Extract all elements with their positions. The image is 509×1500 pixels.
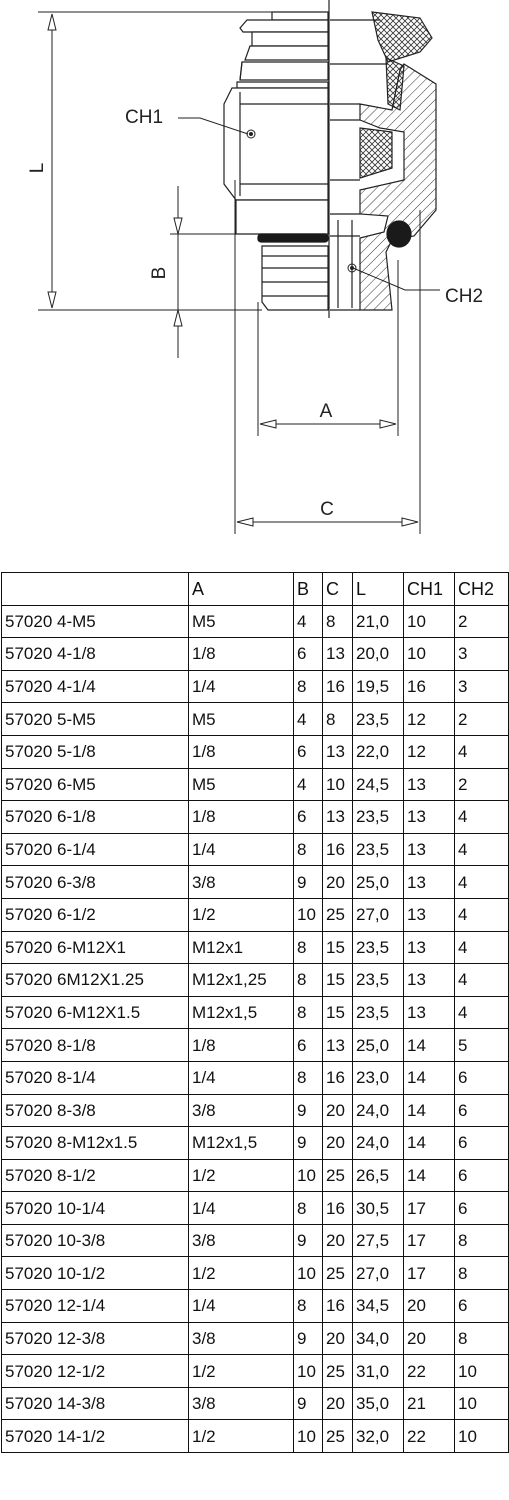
label-a: A	[319, 401, 333, 422]
table-row	[2, 768, 509, 801]
part-number-cell: 57020 12-1/2	[2, 1355, 189, 1388]
table-header-ch1: CH1	[404, 573, 455, 606]
part-number-cell: 57020 6-1/8	[2, 801, 189, 834]
ch2-cell: 6	[455, 1127, 509, 1160]
table-row	[2, 931, 509, 964]
ch2-cell: 2	[455, 768, 509, 801]
table-row	[2, 735, 509, 768]
l-cell: 23,5	[353, 833, 404, 866]
a-cell: 1/8	[189, 801, 294, 834]
ch1-cell: 13	[404, 833, 455, 866]
b-cell: 8	[294, 670, 323, 703]
table-row	[2, 1387, 509, 1420]
l-cell: 23,5	[353, 931, 404, 964]
b-cell: 10	[294, 1159, 323, 1192]
part-number-cell: 57020 8-1/8	[2, 1029, 189, 1062]
part-number-cell: 57020 6-3/8	[2, 866, 189, 899]
table-header-ch2: CH2	[455, 573, 509, 606]
c-cell: 25	[323, 1355, 353, 1388]
ch1-cell: 17	[404, 1192, 455, 1225]
b-cell: 8	[294, 964, 323, 997]
c-cell: 20	[323, 866, 353, 899]
b-cell: 4	[294, 703, 323, 736]
part-number-cell: 57020 14-3/8	[2, 1387, 189, 1420]
fitting-technical-drawing	[0, 0, 509, 555]
c-cell: 20	[323, 1387, 353, 1420]
table-row	[2, 1355, 509, 1388]
table-row	[2, 1322, 509, 1355]
part-number-cell: 57020 6-1/2	[2, 898, 189, 931]
ch1-cell: 13	[404, 866, 455, 899]
ch1-cell: 17	[404, 1257, 455, 1290]
table-row	[2, 605, 509, 638]
ch2-cell: 3	[455, 638, 509, 671]
b-cell: 9	[294, 1387, 323, 1420]
c-cell: 25	[323, 898, 353, 931]
table-header-c: C	[323, 573, 353, 606]
a-cell: 1/4	[189, 1061, 294, 1094]
table-row	[2, 638, 509, 671]
a-cell: 3/8	[189, 866, 294, 899]
part-number-cell: 57020 5-1/8	[2, 735, 189, 768]
ch2-cell: 8	[455, 1257, 509, 1290]
ch1-cell: 14	[404, 1029, 455, 1062]
label-c: C	[320, 499, 334, 520]
ch2-cell: 2	[455, 605, 509, 638]
ch1-cell: 22	[404, 1420, 455, 1453]
c-cell: 16	[323, 833, 353, 866]
l-cell: 25,0	[353, 1029, 404, 1062]
ch2-cell: 6	[455, 1192, 509, 1225]
a-cell: M5	[189, 768, 294, 801]
ch1-cell: 13	[404, 931, 455, 964]
table-row	[2, 996, 509, 1029]
ch2-cell: 6	[455, 1094, 509, 1127]
ch1-cell: 13	[404, 898, 455, 931]
c-cell: 25	[323, 1420, 353, 1453]
table-row	[2, 1420, 509, 1453]
ch2-cell: 4	[455, 866, 509, 899]
a-cell: 1/8	[189, 1029, 294, 1062]
ch2-cell: 6	[455, 1290, 509, 1323]
ch2-cell: 5	[455, 1029, 509, 1062]
l-cell: 24,5	[353, 768, 404, 801]
table-row	[2, 1290, 509, 1323]
part-number-cell: 57020 5-M5	[2, 703, 189, 736]
table-row	[2, 801, 509, 834]
part-number-cell: 57020 8-M12x1.5	[2, 1127, 189, 1160]
a-cell: 1/4	[189, 833, 294, 866]
table-row	[2, 1257, 509, 1290]
a-cell: 1/2	[189, 1420, 294, 1453]
part-number-cell: 57020 10-1/2	[2, 1257, 189, 1290]
a-cell: M12x1,5	[189, 1127, 294, 1160]
a-cell: 1/4	[189, 1290, 294, 1323]
ch2-cell: 6	[455, 1159, 509, 1192]
ch1-cell: 13	[404, 964, 455, 997]
l-cell: 34,5	[353, 1290, 404, 1323]
table-row	[2, 1192, 509, 1225]
part-number-cell: 57020 4-M5	[2, 605, 189, 638]
c-cell: 20	[323, 1322, 353, 1355]
ch1-cell: 10	[404, 605, 455, 638]
b-cell: 9	[294, 866, 323, 899]
table-row	[2, 964, 509, 997]
l-cell: 30,5	[353, 1192, 404, 1225]
fitting-outer-view	[224, 12, 328, 310]
b-cell: 8	[294, 1290, 323, 1323]
table-header-l: L	[353, 573, 404, 606]
c-cell: 15	[323, 931, 353, 964]
ch2-cell: 2	[455, 703, 509, 736]
part-number-cell: 57020 6-M12X1.5	[2, 996, 189, 1029]
table-row	[2, 1127, 509, 1160]
b-cell: 10	[294, 1355, 323, 1388]
dimension-table	[1, 572, 509, 1453]
ch1-cell: 14	[404, 1094, 455, 1127]
l-cell: 23,5	[353, 703, 404, 736]
table-header-row	[2, 573, 509, 606]
l-cell: 20,0	[353, 638, 404, 671]
ch2-cell: 4	[455, 996, 509, 1029]
ch1-cell: 22	[404, 1355, 455, 1388]
c-cell: 20	[323, 1094, 353, 1127]
ch2-cell: 4	[455, 964, 509, 997]
c-cell: 16	[323, 1290, 353, 1323]
table-row	[2, 1224, 509, 1257]
c-cell: 15	[323, 996, 353, 1029]
l-cell: 25,0	[353, 866, 404, 899]
ch2-cell: 8	[455, 1224, 509, 1257]
l-cell: 31,0	[353, 1355, 404, 1388]
b-cell: 9	[294, 1224, 323, 1257]
c-cell: 8	[323, 703, 353, 736]
l-cell: 23,5	[353, 964, 404, 997]
a-cell: M5	[189, 703, 294, 736]
table-header-b: B	[294, 573, 323, 606]
c-cell: 13	[323, 1029, 353, 1062]
ch1-cell: 14	[404, 1127, 455, 1160]
c-cell: 10	[323, 768, 353, 801]
part-number-cell: 57020 10-3/8	[2, 1224, 189, 1257]
ch1-cell: 12	[404, 703, 455, 736]
part-number-cell: 57020 4-1/4	[2, 670, 189, 703]
b-cell: 6	[294, 801, 323, 834]
ch1-cell: 14	[404, 1159, 455, 1192]
a-cell: 3/8	[189, 1387, 294, 1420]
table-row	[2, 1159, 509, 1192]
c-cell: 25	[323, 1159, 353, 1192]
b-cell: 8	[294, 996, 323, 1029]
ch1-cell: 13	[404, 768, 455, 801]
table-row	[2, 833, 509, 866]
c-cell: 16	[323, 670, 353, 703]
table-row	[2, 898, 509, 931]
part-number-cell: 57020 10-1/4	[2, 1192, 189, 1225]
b-cell: 9	[294, 1127, 323, 1160]
a-cell: 1/8	[189, 638, 294, 671]
l-cell: 23,5	[353, 801, 404, 834]
b-cell: 9	[294, 1322, 323, 1355]
b-cell: 8	[294, 833, 323, 866]
ch1-cell: 20	[404, 1322, 455, 1355]
b-cell: 6	[294, 1029, 323, 1062]
c-cell: 13	[323, 638, 353, 671]
l-cell: 35,0	[353, 1387, 404, 1420]
ch1-cell: 13	[404, 801, 455, 834]
ch2-cell: 3	[455, 670, 509, 703]
l-cell: 27,0	[353, 1257, 404, 1290]
l-cell: 27,0	[353, 898, 404, 931]
l-cell: 34,0	[353, 1322, 404, 1355]
a-cell: 1/4	[189, 670, 294, 703]
c-cell: 25	[323, 1257, 353, 1290]
a-cell: 1/8	[189, 735, 294, 768]
l-cell: 19,5	[353, 670, 404, 703]
c-cell: 20	[323, 1224, 353, 1257]
label-l: L	[27, 162, 48, 174]
l-cell: 32,0	[353, 1420, 404, 1453]
l-cell: 26,5	[353, 1159, 404, 1192]
ch2-cell: 4	[455, 735, 509, 768]
a-cell: 1/2	[189, 1159, 294, 1192]
l-cell: 24,0	[353, 1094, 404, 1127]
part-number-cell: 57020 6-1/4	[2, 833, 189, 866]
ch1-cell: 12	[404, 735, 455, 768]
part-number-cell: 57020 4-1/8	[2, 638, 189, 671]
l-cell: 23,0	[353, 1061, 404, 1094]
part-number-cell: 57020 14-1/2	[2, 1420, 189, 1453]
ch2-cell: 10	[455, 1355, 509, 1388]
b-cell: 6	[294, 638, 323, 671]
ch2-cell: 8	[455, 1322, 509, 1355]
part-number-cell: 57020 12-3/8	[2, 1322, 189, 1355]
b-cell: 8	[294, 1061, 323, 1094]
table-header-a: A	[189, 573, 294, 606]
l-cell: 24,0	[353, 1127, 404, 1160]
ch1-cell: 16	[404, 670, 455, 703]
ch2-cell: 4	[455, 931, 509, 964]
part-number-cell: 57020 8-1/4	[2, 1061, 189, 1094]
part-number-cell: 57020 6-M12X1	[2, 931, 189, 964]
ch2-cell: 6	[455, 1061, 509, 1094]
ch1-cell: 10	[404, 638, 455, 671]
label-b: B	[149, 266, 170, 280]
c-cell: 16	[323, 1192, 353, 1225]
c-cell: 8	[323, 605, 353, 638]
b-cell: 4	[294, 605, 323, 638]
table-row	[2, 1061, 509, 1094]
b-cell: 9	[294, 1094, 323, 1127]
b-cell: 10	[294, 1420, 323, 1453]
table-row	[2, 866, 509, 899]
ch1-cell: 13	[404, 996, 455, 1029]
label-ch2: CH2	[445, 286, 484, 307]
part-number-cell: 57020 8-3/8	[2, 1094, 189, 1127]
a-cell: M12x1	[189, 931, 294, 964]
label-ch1: CH1	[125, 107, 164, 128]
b-cell: 4	[294, 768, 323, 801]
ch2-cell: 4	[455, 833, 509, 866]
l-cell: 27,5	[353, 1224, 404, 1257]
b-cell: 8	[294, 931, 323, 964]
table-row	[2, 670, 509, 703]
l-cell: 23,5	[353, 996, 404, 1029]
table-row	[2, 1094, 509, 1127]
b-cell: 6	[294, 735, 323, 768]
b-cell: 10	[294, 1257, 323, 1290]
a-cell: 1/2	[189, 1355, 294, 1388]
b-cell: 10	[294, 898, 323, 931]
ch1-cell: 21	[404, 1387, 455, 1420]
c-cell: 15	[323, 964, 353, 997]
a-cell: 3/8	[189, 1322, 294, 1355]
part-number-cell: 57020 12-1/4	[2, 1290, 189, 1323]
a-cell: 3/8	[189, 1224, 294, 1257]
table-row	[2, 703, 509, 736]
c-cell: 20	[323, 1127, 353, 1160]
table-row	[2, 1029, 509, 1062]
a-cell: M5	[189, 605, 294, 638]
c-cell: 13	[323, 735, 353, 768]
ch2-cell: 4	[455, 801, 509, 834]
c-cell: 13	[323, 801, 353, 834]
b-cell: 8	[294, 1192, 323, 1225]
a-cell: M12x1,25	[189, 964, 294, 997]
part-number-cell: 57020 8-1/2	[2, 1159, 189, 1192]
ch2-cell: 10	[455, 1420, 509, 1453]
a-cell: M12x1,5	[189, 996, 294, 1029]
l-cell: 21,0	[353, 605, 404, 638]
c-cell: 16	[323, 1061, 353, 1094]
ch2-cell: 10	[455, 1387, 509, 1420]
a-cell: 3/8	[189, 1094, 294, 1127]
l-cell: 22,0	[353, 735, 404, 768]
ch2-cell: 4	[455, 898, 509, 931]
a-cell: 1/4	[189, 1192, 294, 1225]
part-number-cell: 57020 6M12X1.25	[2, 964, 189, 997]
ch1-cell: 14	[404, 1061, 455, 1094]
ch1-cell: 20	[404, 1290, 455, 1323]
a-cell: 1/2	[189, 898, 294, 931]
table-header-code	[2, 573, 189, 606]
ch1-cell: 17	[404, 1224, 455, 1257]
a-cell: 1/2	[189, 1257, 294, 1290]
part-number-cell: 57020 6-M5	[2, 768, 189, 801]
